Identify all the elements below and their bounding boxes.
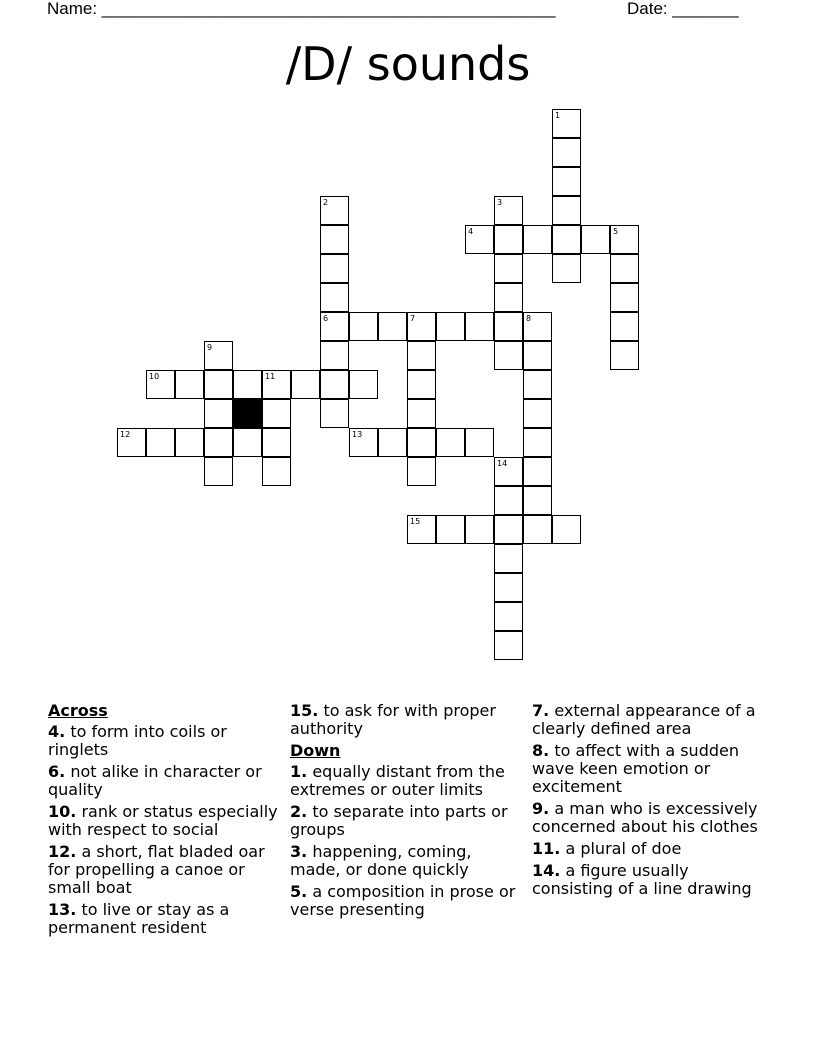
grid-cell[interactable] — [552, 196, 581, 225]
clue-number: 6 — [323, 314, 329, 323]
grid-cell[interactable] — [494, 486, 523, 515]
clue-number-label: 13. — [48, 900, 77, 919]
clue-item — [532, 702, 768, 738]
date-field-label: Date: _______ — [627, 0, 739, 18]
grid-cell[interactable] — [523, 486, 552, 515]
grid-cell[interactable] — [494, 341, 523, 370]
clue-item — [290, 843, 526, 879]
clue-text: equally distant from the extremes or outer limits — [290, 762, 505, 799]
clue-text: to ask for with proper authority — [290, 701, 496, 738]
clue-item — [48, 723, 278, 759]
clue-item — [48, 901, 278, 937]
grid-cell[interactable] — [494, 196, 523, 225]
grid-cell[interactable] — [407, 399, 436, 428]
grid-cell[interactable] — [465, 225, 494, 254]
clue-item — [532, 742, 768, 796]
grid-cell[interactable] — [175, 428, 204, 457]
clue-item — [290, 883, 526, 919]
grid-cell[interactable] — [407, 457, 436, 486]
grid-cell[interactable] — [175, 370, 204, 399]
clue-number: 4 — [468, 227, 474, 236]
grid-cell[interactable] — [523, 428, 552, 457]
grid-cell[interactable] — [320, 283, 349, 312]
grid-cell[interactable] — [204, 399, 233, 428]
clue-text: to separate into parts or groups — [290, 802, 508, 839]
grid-cell[interactable] — [610, 225, 639, 254]
clue-number: 11 — [265, 372, 276, 381]
grid-cell[interactable] — [465, 428, 494, 457]
clue-text: a short, flat bladed oar for propelling a canoe or small boat — [48, 842, 265, 897]
grid-cell[interactable] — [436, 312, 465, 341]
clue-number: 1 — [555, 111, 561, 120]
grid-cell[interactable] — [465, 312, 494, 341]
grid-cell[interactable] — [407, 515, 436, 544]
clue-text: rank or status especially with respect to social — [48, 802, 278, 839]
clue-item — [48, 763, 278, 799]
grid-cell[interactable] — [146, 428, 175, 457]
clue-number-label: 7. — [532, 701, 550, 720]
clue-text: external appearance of a clearly defined area — [532, 701, 756, 738]
grid-cell[interactable] — [494, 631, 523, 660]
clue-item — [290, 702, 526, 738]
grid-cell[interactable] — [552, 167, 581, 196]
clue-number: 3 — [497, 198, 503, 207]
clue-number-label: 14. — [532, 861, 561, 880]
grid-cell[interactable] — [320, 399, 349, 428]
clue-number-label: 11. — [532, 839, 561, 858]
grid-cell[interactable] — [407, 341, 436, 370]
grid-cell[interactable] — [117, 428, 146, 457]
grid-cell[interactable] — [378, 312, 407, 341]
clue-number: 15 — [410, 517, 421, 526]
grid-cell[interactable] — [523, 370, 552, 399]
clue-number: 13 — [352, 430, 363, 439]
grid-cell[interactable] — [378, 428, 407, 457]
clue-item — [290, 803, 526, 839]
clue-item — [48, 843, 278, 897]
clue-number: 2 — [323, 198, 329, 207]
grid-cell[interactable] — [349, 312, 378, 341]
clue-text: to affect with a sudden wave keen emotion or excitement — [532, 741, 739, 796]
down-heading: Down — [290, 741, 341, 760]
clue-text: a plural of doe — [565, 839, 682, 858]
name-field-label: Name: ________________________________________________ — [47, 0, 556, 18]
clue-text: a man who is excessively concerned about his clothes — [532, 799, 758, 836]
grid-cell[interactable] — [291, 370, 320, 399]
grid-cell[interactable] — [349, 428, 378, 457]
grid-cell[interactable] — [523, 515, 552, 544]
grid-cell[interactable] — [494, 312, 523, 341]
grid-cell[interactable] — [320, 370, 349, 399]
grid-cell[interactable] — [407, 370, 436, 399]
grid-cell[interactable] — [233, 370, 262, 399]
grid-cell[interactable] — [552, 109, 581, 138]
clue-column-1 — [48, 702, 278, 941]
grid-cell[interactable] — [581, 225, 610, 254]
grid-cell[interactable] — [610, 254, 639, 283]
grid-cell[interactable] — [262, 370, 291, 399]
clue-number: 8 — [526, 314, 532, 323]
clue-text: happening, coming, made, or done quickly — [290, 842, 472, 879]
grid-cell[interactable] — [610, 283, 639, 312]
grid-cell[interactable] — [233, 428, 262, 457]
clue-number-label: 12. — [48, 842, 77, 861]
grid-cell[interactable] — [494, 544, 523, 573]
clue-number-label: 8. — [532, 741, 550, 760]
clue-number: 14 — [497, 459, 508, 468]
grid-cell[interactable] — [552, 254, 581, 283]
clue-item — [48, 803, 278, 839]
grid-cell[interactable] — [407, 428, 436, 457]
grid-cell[interactable] — [523, 341, 552, 370]
clue-text: a figure usually consisting of a line drawing — [532, 861, 752, 898]
grid-cell[interactable] — [146, 370, 175, 399]
grid-cell[interactable] — [320, 341, 349, 370]
clue-column-2 — [290, 702, 526, 923]
grid-cell[interactable] — [320, 225, 349, 254]
clue-column-3 — [532, 702, 768, 902]
page-title: /D/ sounds — [285, 37, 531, 91]
clue-number: 5 — [613, 227, 619, 236]
clue-number: 7 — [410, 314, 416, 323]
clue-number-label: 4. — [48, 722, 66, 741]
grid-cell[interactable] — [262, 428, 291, 457]
clue-number-label: 15. — [290, 701, 319, 720]
grid-cell[interactable] — [204, 341, 233, 370]
grid-cell[interactable] — [320, 196, 349, 225]
clue-number-label: 5. — [290, 882, 308, 901]
clue-number-label: 2. — [290, 802, 308, 821]
grid-cell[interactable] — [494, 283, 523, 312]
grid-cell[interactable] — [523, 312, 552, 341]
grid-cell[interactable] — [436, 428, 465, 457]
grid-cell[interactable] — [523, 399, 552, 428]
clue-number-label: 3. — [290, 842, 308, 861]
clue-text: not alike in character or quality — [48, 762, 262, 799]
grid-cell[interactable] — [204, 457, 233, 486]
grid-cell[interactable] — [407, 312, 436, 341]
grid-cell[interactable] — [610, 341, 639, 370]
grid-cell[interactable] — [494, 573, 523, 602]
clue-number-label: 10. — [48, 802, 77, 821]
grid-cell[interactable] — [262, 457, 291, 486]
grid-cell[interactable] — [523, 457, 552, 486]
grid-cell[interactable] — [436, 515, 465, 544]
clue-item — [532, 800, 768, 836]
across-heading: Across — [48, 701, 108, 720]
clue-text: to form into coils or ringlets — [48, 722, 227, 759]
grid-cell[interactable] — [204, 370, 233, 399]
grid-cell[interactable] — [494, 457, 523, 486]
grid-cell[interactable] — [320, 254, 349, 283]
clue-item — [532, 840, 768, 858]
grid-cell[interactable] — [349, 370, 378, 399]
grid-cell[interactable] — [523, 225, 552, 254]
grid-cell[interactable] — [465, 515, 494, 544]
clue-text: a composition in prose or verse presenting — [290, 882, 516, 919]
grid-cell[interactable] — [320, 312, 349, 341]
grid-cell[interactable] — [552, 138, 581, 167]
grid-cell[interactable] — [552, 515, 581, 544]
grid-cell[interactable] — [610, 312, 639, 341]
grid-cell[interactable] — [494, 254, 523, 283]
clue-item — [290, 763, 526, 799]
clue-number-label: 1. — [290, 762, 308, 781]
clue-number: 9 — [207, 343, 213, 352]
grid-cell[interactable] — [204, 428, 233, 457]
grid-cell[interactable] — [494, 225, 523, 254]
grid-cell[interactable] — [494, 602, 523, 631]
clue-number-label: 9. — [532, 799, 550, 818]
grid-cell[interactable] — [494, 515, 523, 544]
clue-number: 12 — [120, 430, 131, 439]
grid-cell[interactable] — [262, 399, 291, 428]
clue-item — [532, 862, 768, 898]
grid-cell[interactable] — [552, 225, 581, 254]
clue-number-label: 6. — [48, 762, 66, 781]
clue-text: to live or stay as a permanent resident — [48, 900, 230, 937]
black-cell — [233, 399, 262, 428]
clue-number: 10 — [149, 372, 160, 381]
